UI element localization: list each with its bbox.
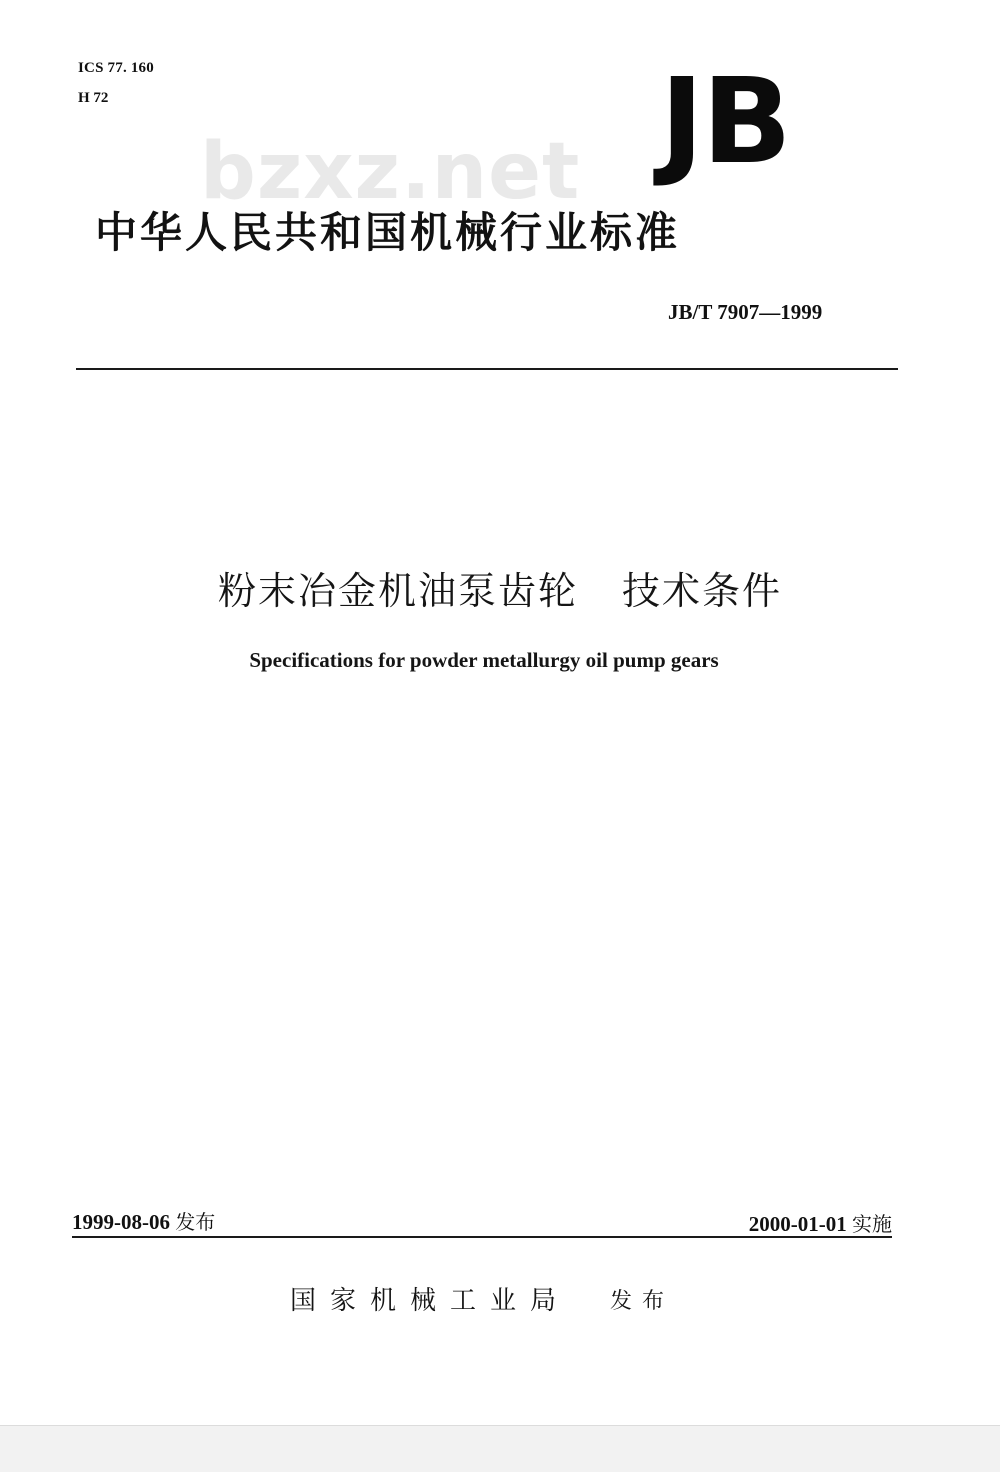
issue-label: 发布 xyxy=(175,1210,216,1234)
standard-title: 中华人民共和国机械行业标准 xyxy=(95,208,681,257)
implement-date-block xyxy=(749,1208,892,1237)
publish-label: 发布 xyxy=(610,1289,675,1314)
viewer-bottom-band xyxy=(0,1425,1000,1472)
publisher-name: 国家机械工业局 xyxy=(290,1286,571,1316)
ics-code: ICS 77. 160 xyxy=(78,60,154,76)
implement-date: 2000-01-01 xyxy=(748,1212,847,1236)
issue-date: 1999-08-06 xyxy=(72,1210,170,1234)
document-title-en: Specifications for powder metallurgy oil pump gears xyxy=(249,648,719,672)
classification-code: H 72 xyxy=(78,90,109,106)
top-divider xyxy=(76,368,898,370)
issue-date-block xyxy=(72,1206,215,1235)
document-title-cn-sub: 技术条件 xyxy=(622,569,783,613)
document-title-cn-main: 粉末冶金机油泵齿轮 xyxy=(217,569,578,613)
document-title-cn xyxy=(0,560,1000,615)
bottom-divider xyxy=(72,1236,892,1238)
jb-logo: JB xyxy=(660,52,790,190)
standard-number: JB/T 7907—1999 xyxy=(668,300,823,324)
site-watermark: bzxz.net xyxy=(200,127,581,217)
implement-label: 实施 xyxy=(852,1212,892,1236)
